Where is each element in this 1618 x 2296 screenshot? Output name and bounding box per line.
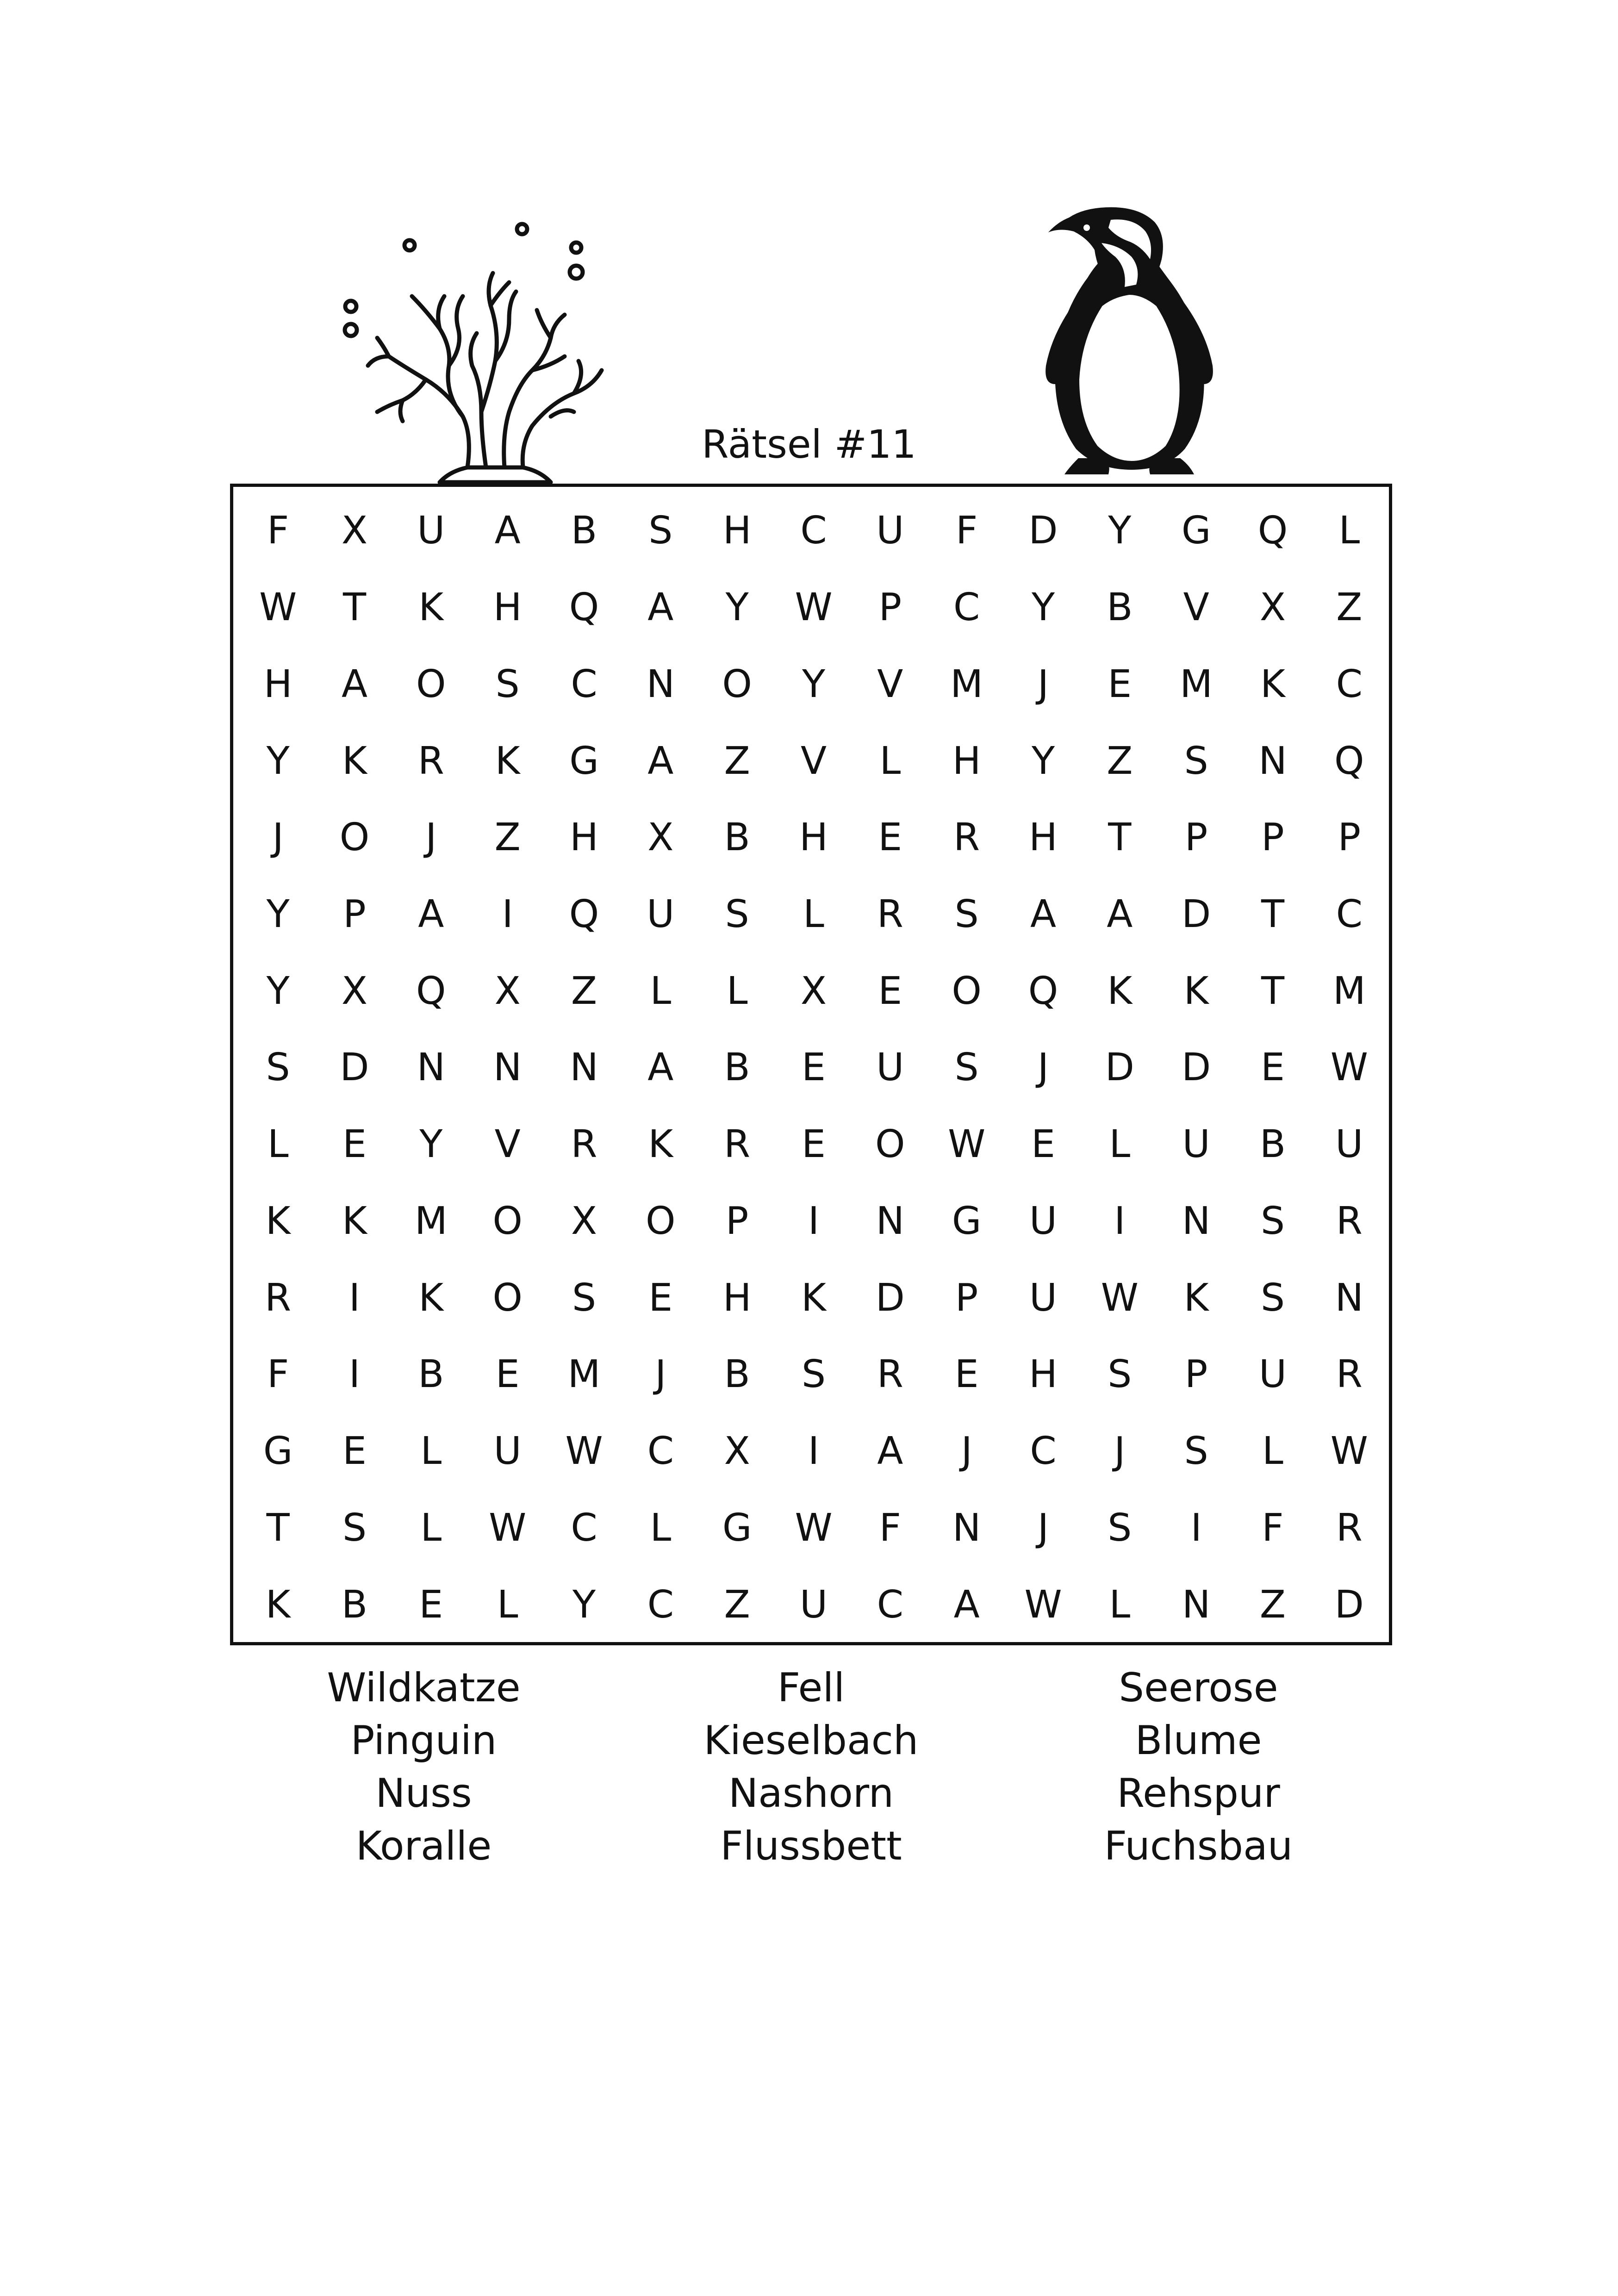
grid-letter-cell[interactable]: N [646,662,675,706]
grid-letter-cell[interactable]: C [1336,662,1363,706]
grid-letter-cell[interactable]: A [418,892,444,937]
grid-letter-cell[interactable]: Y [419,1122,443,1167]
grid-letter-cell[interactable]: Q [569,585,599,630]
grid-letter-cell[interactable]: H [1029,815,1058,860]
grid-letter-cell[interactable]: W [259,585,297,630]
search-word: Seerose [1119,1665,1278,1711]
grid-letter-cell[interactable]: Y [266,969,290,1013]
grid-letter-cell[interactable]: D [1182,892,1211,937]
grid-letter-cell[interactable]: E [342,1122,367,1167]
search-word: Flussbett [720,1823,902,1869]
grid-letter-cell[interactable]: E [648,1276,673,1320]
grid-letter-cell[interactable]: B [724,1045,750,1090]
grid-letter-cell[interactable]: U [876,509,904,553]
grid-letter-cell[interactable]: N [876,1199,904,1243]
grid-letter-cell[interactable]: E [878,969,902,1013]
grid-letter-cell[interactable]: K [1183,1276,1209,1320]
coral-icon [333,218,620,491]
grid-letter-cell[interactable]: U [493,1429,522,1474]
grid-letter-cell[interactable]: C [647,1582,674,1627]
grid-letter-cell[interactable]: E [878,815,902,860]
grid-letter-cell[interactable]: O [875,1122,905,1167]
search-word: Kieselbach [703,1717,919,1764]
grid-letter-cell[interactable]: W [1330,1045,1368,1090]
grid-letter-cell[interactable]: K [648,1122,673,1167]
grid-letter-cell[interactable]: J [1037,662,1049,706]
grid-letter-cell[interactable]: Q [416,969,446,1013]
grid-letter-cell[interactable]: Y [1108,509,1132,553]
grid-letter-cell[interactable]: Y [572,1582,596,1627]
grid-letter-cell[interactable]: E [342,1429,367,1474]
grid-letter-cell[interactable]: F [267,509,289,553]
grid-letter-cell[interactable]: N [1335,1276,1363,1320]
grid-letter-cell[interactable]: J [961,1429,972,1474]
grid-letter-cell[interactable]: N [1182,1199,1211,1243]
grid-letter-cell[interactable]: F [956,509,978,553]
grid-letter-cell[interactable]: O [416,662,446,706]
grid-letter-cell[interactable]: E [954,1352,979,1397]
grid-letter-cell[interactable]: H [1029,1352,1058,1397]
grid-letter-cell[interactable]: R [877,1352,903,1397]
grid-letter-cell[interactable]: B [1107,585,1133,630]
grid-letter-cell[interactable]: Y [266,892,290,937]
grid-letter-cell[interactable]: A [341,662,368,706]
grid-letter-cell[interactable]: V [494,1122,521,1167]
grid-letter-cell[interactable]: A [494,509,521,553]
letter-grid-frame [230,484,1392,1645]
grid-letter-cell[interactable]: U [1258,1352,1287,1397]
grid-letter-cell[interactable]: J [272,815,284,860]
grid-letter-cell[interactable]: A [647,739,674,783]
grid-letter-cell[interactable]: H [722,509,752,553]
grid-letter-cell[interactable]: N [417,1045,445,1090]
search-word: Nashorn [728,1770,894,1817]
grid-letter-cell[interactable]: Y [802,662,826,706]
grid-letter-cell[interactable]: O [646,1199,676,1243]
grid-letter-cell[interactable]: Q [1334,739,1364,783]
grid-letter-cell[interactable]: S [648,509,673,553]
word-list-column [230,1661,617,1884]
grid-letter-cell[interactable]: T [1261,892,1285,937]
grid-letter-cell[interactable]: S [1184,739,1208,783]
search-word: Blume [1135,1717,1262,1764]
grid-letter-cell[interactable]: E [802,1122,826,1167]
grid-letter-cell[interactable]: W [795,1506,833,1550]
grid-letter-cell[interactable]: F [267,1352,289,1397]
grid-letter-cell[interactable]: X [1259,585,1286,630]
letter-grid[interactable] [240,492,1388,1643]
grid-letter-cell[interactable]: Y [1031,739,1055,783]
grid-letter-cell[interactable]: T [266,1506,290,1550]
grid-letter-cell[interactable]: R [1336,1199,1363,1243]
grid-letter-cell[interactable]: B [724,1352,750,1397]
grid-letter-cell[interactable]: K [265,1582,291,1627]
grid-letter-cell[interactable]: O [492,1199,523,1243]
grid-letter-cell[interactable]: D [1182,1045,1211,1090]
grid-letter-cell[interactable]: G [1181,509,1211,553]
grid-letter-cell[interactable]: X [724,1429,750,1474]
grid-letter-cell[interactable]: H [952,739,981,783]
grid-letter-cell[interactable]: E [495,1352,520,1397]
grid-letter-cell[interactable]: V [800,739,827,783]
grid-letter-cell[interactable]: L [650,969,672,1013]
grid-letter-cell[interactable]: L [879,739,901,783]
grid-letter-cell[interactable]: E [1261,1045,1285,1090]
grid-letter-cell[interactable]: O [722,662,752,706]
grid-letter-cell[interactable]: W [1101,1276,1139,1320]
grid-letter-cell[interactable]: W [948,1122,986,1167]
grid-letter-cell[interactable]: C [1030,1429,1057,1474]
grid-letter-cell[interactable]: U [1029,1199,1057,1243]
grid-letter-cell[interactable]: F [1262,1506,1284,1550]
grid-letter-cell[interactable]: K [418,1276,444,1320]
grid-letter-cell[interactable]: U [1182,1122,1210,1167]
grid-letter-cell[interactable]: M [950,662,983,706]
grid-letter-cell[interactable]: W [795,585,833,630]
grid-letter-cell[interactable]: S [801,1352,826,1397]
grid-letter-cell[interactable]: Q [1257,509,1288,553]
grid-letter-cell[interactable]: L [420,1429,442,1474]
grid-letter-cell[interactable]: R [417,739,444,783]
grid-letter-cell[interactable]: S [342,1506,367,1550]
grid-letter-cell[interactable]: E [802,1045,826,1090]
grid-letter-cell[interactable]: V [1183,585,1209,630]
grid-letter-cell[interactable]: R [1336,1352,1363,1397]
grid-letter-cell[interactable]: A [647,1045,674,1090]
grid-letter-cell[interactable]: M [567,1352,601,1397]
grid-letter-cell[interactable]: P [878,585,902,630]
grid-letter-cell[interactable]: M [414,1199,448,1243]
grid-letter-cell[interactable]: G [952,1199,982,1243]
search-word: Fell [777,1665,845,1711]
grid-letter-cell[interactable]: L [803,892,824,937]
grid-letter-cell[interactable]: Y [725,585,749,630]
grid-letter-cell[interactable]: W [1024,1582,1062,1627]
grid-letter-cell[interactable]: K [1107,969,1133,1013]
grid-letter-cell[interactable]: T [1108,815,1132,860]
grid-letter-cell[interactable]: Y [266,739,290,783]
grid-letter-cell[interactable]: S [1108,1352,1132,1397]
grid-letter-cell[interactable]: L [650,1506,672,1550]
grid-letter-cell[interactable]: Z [494,815,521,860]
grid-letter-cell[interactable]: C [571,662,597,706]
grid-letter-cell[interactable]: P [343,892,366,937]
word-list-column [617,1661,1005,1884]
grid-letter-cell[interactable]: N [570,1045,598,1090]
grid-letter-cell[interactable]: N [1258,739,1287,783]
grid-letter-cell[interactable]: O [492,1276,523,1320]
grid-letter-cell[interactable]: Q [569,892,599,937]
grid-letter-cell[interactable]: H [799,815,828,860]
grid-letter-cell[interactable]: I [808,1429,820,1474]
grid-letter-cell[interactable]: S [1260,1199,1285,1243]
grid-letter-cell[interactable]: I [1114,1199,1126,1243]
grid-letter-cell[interactable]: S [1184,1429,1208,1474]
grid-letter-cell[interactable]: R [953,815,980,860]
grid-letter-cell[interactable]: U [417,509,445,553]
grid-letter-cell[interactable]: I [502,892,513,937]
grid-letter-cell[interactable]: B [418,1352,444,1397]
grid-letter-cell[interactable]: R [265,1276,292,1320]
grid-letter-cell[interactable]: S [725,892,749,937]
search-word: Nuss [375,1770,472,1817]
grid-letter-cell[interactable]: J [1114,1429,1126,1474]
grid-letter-cell[interactable]: A [647,585,674,630]
grid-letter-cell[interactable]: S [1260,1276,1285,1320]
grid-letter-cell[interactable]: I [348,1276,361,1320]
grid-letter-cell[interactable]: L [1338,509,1360,553]
grid-letter-cell[interactable]: X [647,815,674,860]
grid-letter-cell[interactable]: N [493,1045,522,1090]
grid-letter-cell[interactable]: D [1334,1582,1364,1627]
grid-letter-cell[interactable]: D [1105,1045,1134,1090]
grid-letter-cell[interactable]: J [425,815,437,860]
search-word: Wildkatze [327,1665,521,1711]
grid-letter-cell[interactable]: K [495,739,520,783]
grid-letter-cell[interactable]: L [726,969,748,1013]
search-word: Rehspur [1117,1770,1280,1817]
grid-letter-cell[interactable]: G [722,1506,752,1550]
grid-letter-cell[interactable]: E [1031,1122,1055,1167]
grid-letter-cell[interactable]: P [955,1276,978,1320]
grid-letter-cell[interactable]: U [876,1045,904,1090]
grid-letter-cell[interactable]: Z [1259,1582,1286,1627]
grid-letter-cell[interactable]: Q [1028,969,1058,1013]
grid-letter-cell[interactable]: L [420,1506,442,1550]
grid-letter-cell[interactable]: Z [571,969,597,1013]
grid-letter-cell[interactable]: S [954,1045,979,1090]
grid-letter-cell[interactable]: N [1182,1582,1211,1627]
grid-letter-cell[interactable]: N [952,1506,981,1550]
grid-letter-cell[interactable]: P [1184,815,1208,860]
grid-letter-cell[interactable]: E [419,1582,443,1627]
grid-letter-cell[interactable]: C [1336,892,1363,937]
grid-letter-cell[interactable]: L [1262,1429,1283,1474]
grid-letter-cell[interactable]: T [1261,969,1285,1013]
grid-letter-cell[interactable]: L [267,1122,289,1167]
grid-letter-cell[interactable]: A [877,1429,903,1474]
grid-letter-cell[interactable]: U [647,892,675,937]
grid-letter-cell[interactable]: K [418,585,444,630]
grid-letter-cell[interactable]: E [1108,662,1132,706]
grid-letter-cell[interactable]: X [571,1199,597,1243]
grid-letter-cell[interactable]: C [877,1582,903,1627]
grid-letter-cell[interactable]: H [570,815,598,860]
grid-letter-cell[interactable]: W [565,1429,603,1474]
grid-letter-cell[interactable]: H [722,1276,752,1320]
grid-letter-cell[interactable]: K [265,1199,291,1243]
grid-letter-cell[interactable]: J [655,1352,666,1397]
grid-letter-cell[interactable]: R [724,1122,751,1167]
grid-letter-cell[interactable]: O [952,969,982,1013]
grid-letter-cell[interactable]: B [341,1582,368,1627]
grid-letter-cell[interactable]: Y [1031,585,1055,630]
grid-letter-cell[interactable]: B [571,509,597,553]
grid-letter-cell[interactable]: W [1330,1429,1368,1474]
grid-letter-cell[interactable]: R [877,892,903,937]
grid-letter-cell[interactable]: D [340,1045,369,1090]
grid-letter-cell[interactable]: U [1335,1122,1363,1167]
grid-letter-cell[interactable]: X [341,509,368,553]
grid-letter-cell[interactable]: D [1028,509,1058,553]
grid-letter-cell[interactable]: K [1260,662,1285,706]
grid-letter-cell[interactable]: S [266,1045,290,1090]
grid-letter-cell[interactable]: P [1184,1352,1208,1397]
grid-letter-cell[interactable]: G [263,1429,293,1474]
grid-letter-cell[interactable]: L [1109,1582,1131,1627]
grid-letter-cell[interactable]: J [1037,1506,1049,1550]
word-list [230,1661,1392,1884]
grid-letter-cell[interactable]: A [1030,892,1057,937]
grid-letter-cell[interactable]: J [1037,1045,1049,1090]
word-list-column [1005,1661,1392,1884]
grid-letter-cell[interactable]: K [342,1199,367,1243]
grid-letter-cell[interactable]: H [263,662,292,706]
grid-letter-cell[interactable]: M [1332,969,1366,1013]
grid-letter-cell[interactable]: X [494,969,521,1013]
grid-letter-cell[interactable]: B [724,815,750,860]
grid-letter-cell[interactable]: Z [1107,739,1133,783]
grid-letter-cell[interactable]: Z [1336,585,1363,630]
grid-letter-cell[interactable]: X [341,969,368,1013]
grid-letter-cell[interactable]: P [725,1199,749,1243]
grid-letter-cell[interactable]: L [1109,1122,1131,1167]
grid-letter-cell[interactable]: T [342,585,367,630]
grid-letter-cell[interactable]: A [1107,892,1133,937]
grid-letter-cell[interactable]: O [339,815,370,860]
grid-letter-cell[interactable]: Z [724,739,750,783]
grid-letter-cell[interactable]: C [647,1429,674,1474]
penguin-icon [1032,199,1231,477]
grid-letter-cell[interactable]: R [1336,1506,1363,1550]
grid-letter-cell[interactable]: V [877,662,903,706]
grid-letter-cell[interactable]: R [571,1122,597,1167]
search-word: Pinguin [350,1717,497,1764]
grid-letter-cell[interactable]: B [1259,1122,1286,1167]
grid-letter-cell[interactable]: W [489,1506,527,1550]
grid-letter-cell[interactable]: G [569,739,599,783]
grid-letter-cell[interactable]: I [808,1199,820,1243]
grid-letter-cell[interactable]: S [1108,1506,1132,1550]
grid-letter-cell[interactable]: A [953,1582,980,1627]
grid-letter-cell[interactable]: Z [724,1582,750,1627]
grid-letter-cell[interactable]: K [342,739,367,783]
grid-letter-cell[interactable]: U [1029,1276,1057,1320]
grid-letter-cell[interactable]: S [495,662,520,706]
grid-letter-cell[interactable]: I [348,1352,361,1397]
grid-letter-cell[interactable]: C [953,585,980,630]
grid-letter-cell[interactable]: X [800,969,827,1013]
search-word: Koralle [355,1823,492,1869]
grid-letter-cell[interactable]: D [875,1276,905,1320]
puzzle-title: Rätsel #11 [702,422,916,467]
grid-letter-cell[interactable]: U [799,1582,828,1627]
grid-letter-cell[interactable]: K [801,1276,826,1320]
grid-letter-cell[interactable]: M [1180,662,1213,706]
grid-letter-cell[interactable]: P [1261,815,1284,860]
grid-letter-cell[interactable]: I [1190,1506,1202,1550]
grid-letter-cell[interactable]: P [1338,815,1361,860]
grid-letter-cell[interactable]: L [497,1582,518,1627]
search-word: Fuchsbau [1104,1823,1293,1869]
grid-letter-cell[interactable]: C [800,509,827,553]
grid-letter-cell[interactable]: H [493,585,522,630]
grid-letter-cell[interactable]: S [954,892,979,937]
grid-letter-cell[interactable]: S [572,1276,597,1320]
grid-letter-cell[interactable]: F [879,1506,901,1550]
grid-letter-cell[interactable]: K [1183,969,1209,1013]
grid-letter-cell[interactable]: C [571,1506,597,1550]
